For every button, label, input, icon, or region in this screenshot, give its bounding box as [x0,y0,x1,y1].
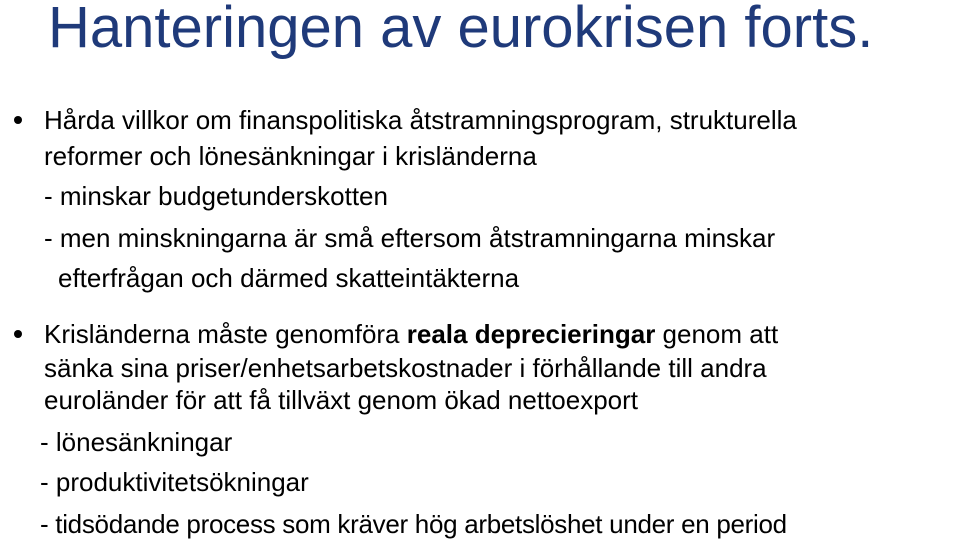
bullet-1-subline-2: - men minskningarna är små eftersom åtstramningarna minskar [44,223,776,253]
bullet-2-text-before: Krisländerna måste genomföra [44,319,407,349]
bullet-2-line-3: euroländer för att få tillväxt genom ökad nettoexport [44,385,639,415]
slide-title: Hanteringen av eurokrisen forts. [48,0,874,60]
bullet-2-subline-3: - tidsödande process som kräver hög arbetslöshet under en period [40,509,787,539]
bullet-2-text-after: genom att [655,319,779,349]
bullet-1-subline-3: efterfrågan och därmed skatteintäkterna [58,263,520,293]
bullet-2-line-2: sänka sina priser/enhetsarbetskostnader i förhållande till andra [44,353,767,383]
bullet-2-line-1 [44,318,778,350]
bullet-1-line-1: Hårda villkor om finanspolitiska åtstramningsprogram, strukturella [44,105,797,135]
bullet-2-subline-1: - lönesänkningar [40,427,233,457]
bullet-dot-icon [10,104,26,136]
bullet-dot-icon [10,318,26,350]
bullet-2-emphasis: reala deprecieringar [406,319,656,349]
bullet-1-line-2: reformer och lönesänkningar i krisländerna [44,141,537,171]
bullet-1-subline-1: - minskar budgetunderskotten [44,181,388,211]
bullet-2-subline-2: - produktivitetsökningar [40,467,309,497]
